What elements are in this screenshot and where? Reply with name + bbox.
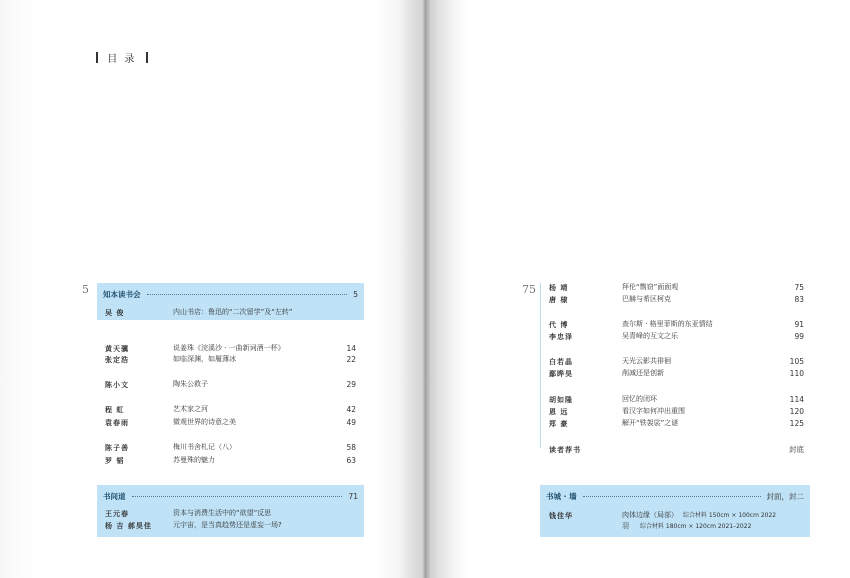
entry-author: 唐 棣: [549, 295, 569, 304]
toc-header: [92, 50, 152, 65]
entry-author: 罗 韬: [105, 456, 125, 465]
dotted-leader: [583, 496, 761, 497]
section-page: 5: [353, 289, 358, 299]
entry-author: 陈子善: [105, 443, 129, 452]
section-name: 书城 · 墙: [546, 491, 577, 501]
entry-page: 22: [346, 355, 356, 364]
entry-page: 63: [346, 456, 356, 465]
readers-note-label[interactable]: 读者荐书: [549, 445, 581, 454]
section-header-shujiandao[interactable]: [97, 485, 364, 507]
entry-title[interactable]: 巴赫与希区柯克: [622, 295, 671, 303]
artwork-title[interactable]: 羽: [622, 522, 629, 530]
entry-author: 胡如隆: [549, 395, 573, 404]
entry-title[interactable]: 苏曼殊的魅力: [173, 456, 215, 464]
entry-author: 张定浩: [105, 355, 129, 364]
entry-author: 郑 豪: [549, 419, 569, 428]
section-header-zhiben[interactable]: [97, 283, 364, 305]
section-header-shucheng[interactable]: [540, 485, 810, 507]
entry-title[interactable]: 查尔斯 · 格里菲斯的东亚情结: [622, 320, 713, 328]
entry-page: 29: [346, 380, 356, 389]
entry-author: 王元春: [105, 509, 129, 518]
toc-bar-left: [96, 52, 98, 63]
entry-title[interactable]: 内山书店：鲁迅的“二次留学”及“左转”: [173, 308, 293, 316]
entry-author: 恩 远: [549, 407, 569, 416]
section-name: 书间道: [103, 491, 126, 501]
left-page-number: 5: [82, 283, 89, 296]
entry-page: 120: [789, 407, 804, 416]
entry-page: 114: [789, 395, 804, 404]
entry-author: 袁春雨: [105, 418, 129, 427]
entry-page: 125: [789, 419, 804, 428]
right-page-number: 75: [522, 283, 536, 296]
dotted-leader: [132, 496, 343, 497]
entry-author: 黄天骥: [105, 344, 129, 353]
section-name: 知本读书会: [103, 289, 141, 299]
entry-title[interactable]: 陶朱公救子: [173, 380, 208, 388]
entry-title[interactable]: 吴青峰的互文之乐: [622, 332, 678, 340]
entry-title[interactable]: 解开“铁袈裟”之谜: [622, 419, 679, 427]
entry-author: 白若晶: [549, 357, 573, 366]
section-border-line: [540, 283, 541, 448]
entry-page: 14: [346, 344, 356, 353]
entry-title[interactable]: 回忆的闭环: [622, 395, 657, 403]
entry-title[interactable]: 看汉字如何冲出重围: [622, 407, 685, 415]
entry-page: 49: [346, 418, 356, 427]
entry-title[interactable]: 微观世界的诗意之美: [173, 418, 236, 426]
entry-author: 吴 俊: [105, 308, 125, 317]
entry-author: 李忠泽: [549, 332, 573, 341]
entry-title[interactable]: 削减还是创新: [622, 369, 664, 377]
section-page: 71: [348, 491, 358, 501]
toc-label: 目 录: [107, 54, 137, 65]
entry-page: 110: [789, 369, 804, 378]
entry-title[interactable]: 元宇宙，是当真趋势还是虚妄一场?: [173, 521, 282, 529]
artwork-meta: 综合材料 150cm × 100cm 2022: [683, 512, 777, 519]
entry-author: 鄢晔昊: [549, 369, 573, 378]
entry-author: 杨 吉 郝昊佳: [105, 521, 152, 530]
entry-page: 105: [789, 357, 804, 366]
entry-author: 程 虹: [105, 405, 125, 414]
entry-author: 陈小文: [105, 380, 129, 389]
entry-author: 杨 靖: [549, 283, 569, 292]
entry-page: 75: [794, 283, 804, 292]
entry-author: 代 博: [549, 320, 569, 329]
entry-title[interactable]: 天光云影共徘徊: [622, 357, 671, 365]
entry-author: 钱佳华: [549, 511, 573, 520]
dotted-leader: [147, 294, 348, 295]
section-page: 封面，封二: [766, 491, 804, 501]
book-gutter: [398, 0, 452, 578]
entry-page: 42: [346, 405, 356, 414]
artwork-title[interactable]: 肉体边缘（局部）: [622, 511, 678, 519]
entry-page: 83: [794, 295, 804, 304]
entry-title[interactable]: 梅川书舍札记（八）: [173, 443, 236, 451]
readers-note-page: 封底: [789, 445, 804, 454]
artwork-meta: 综合材料 180cm × 120cm 2021–2022: [640, 523, 752, 530]
toc-bar-right: [146, 52, 148, 63]
entry-title[interactable]: 如临深渊，如履薄冰: [173, 355, 236, 363]
entry-title[interactable]: 说姜珠《浣溪沙 · 一曲新词酒一杯》: [173, 344, 285, 352]
entry-title[interactable]: 艺术家之河: [173, 405, 208, 413]
entry-title[interactable]: 拜伦“剽窃”面面观: [622, 283, 679, 291]
entry-page: 99: [794, 332, 804, 341]
entry-page: 58: [346, 443, 356, 452]
entry-page: 91: [794, 320, 804, 329]
entry-title[interactable]: 资本与消费生活中的“欲望”反思: [173, 509, 272, 517]
